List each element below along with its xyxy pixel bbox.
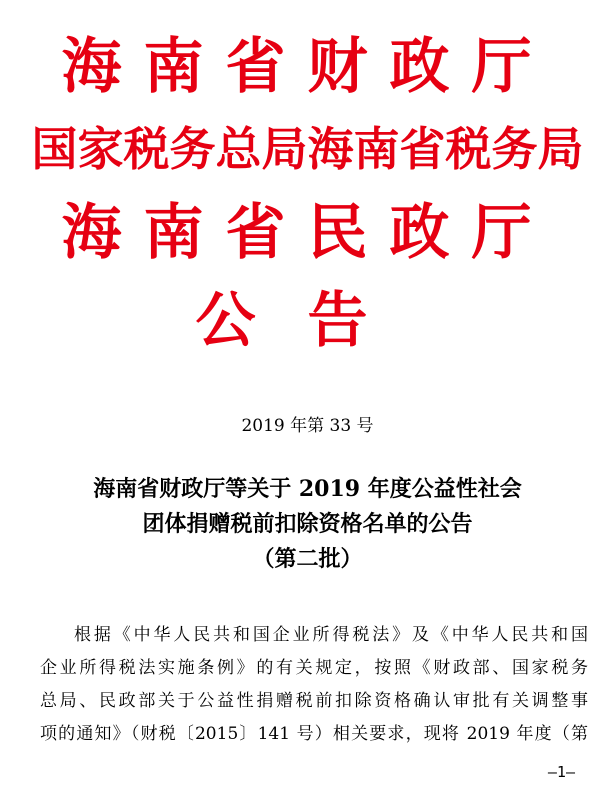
document-title-line-1: 海南省财政厅等关于 2019 年度公益性社会: [93, 476, 522, 502]
document-number: 2019 年第 33 号: [241, 416, 374, 436]
body-text-line-3: 总局、民政部关于公益性捐赠税前扣除资格确认审批有关调整事: [40, 691, 588, 711]
document-title-line-3: （第二批）: [252, 546, 363, 572]
body-text-line-4: 项的通知》（财税〔2015〕141 号）相关要求，现将 2019 年度（第: [40, 724, 588, 744]
body-text-line-2: 企业所得税法实施条例》的有关规定，按照《财政部、国家税务: [40, 658, 588, 678]
body-text-line-1: 根据《中华人民共和国企业所得税法》及《中华人民共和国: [74, 625, 588, 645]
document-title-line-2: 团体捐赠税前扣除资格名单的公告: [142, 511, 473, 537]
issuer-header-finance-dept: 海南省财政厅: [61, 32, 554, 102]
issuer-header-tax-bureau: 国家税务总局海南省税务局: [31, 122, 584, 176]
issuer-header-civil-affairs-dept: 海南省民政厅: [61, 198, 554, 268]
page-number: —1—: [547, 763, 575, 781]
announcement-label: 公告: [195, 286, 420, 356]
